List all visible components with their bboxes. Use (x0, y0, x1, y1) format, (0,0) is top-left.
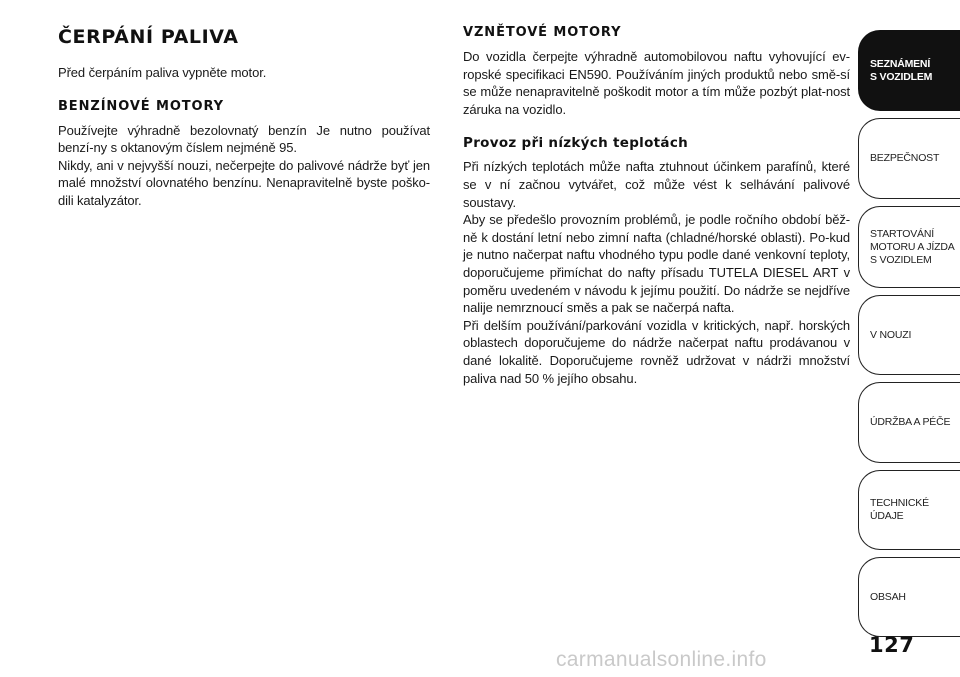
tab-startovani-motoru[interactable] (858, 206, 960, 288)
tab-seznameni-s-vozidlem[interactable] (858, 30, 960, 111)
petrol-engines-heading: BENZÍNOVÉ MOTORY (58, 98, 225, 114)
tab-label: ÚDRŽBA A PÉČE (870, 416, 951, 428)
watermark-text: carmanualsonline.info (556, 648, 767, 671)
petrol-warning-text: Nikdy, ani v nejvyšší nouzi, nečerpejte do palivové nádrže byť jen malé množství olovnatého benzínu. Nenapravitelně byste poško-dili katalyzátor. (58, 157, 430, 208)
tab-v-nouzi[interactable] (858, 295, 960, 375)
intro-text: Před čerpáním paliva vypněte motor. (58, 65, 267, 80)
tab-udrzba-a-pece[interactable] (858, 382, 960, 463)
low-temperature-para-3: Při delším používání/parkování vozidla v kritických, např. horských oblastech doporučujeme do nádrže načerpat naftu prodávanou v dané lokalitě. Doporučujeme rovněž udržovat v nádrži množství paliva nad 50 % jejího obsahu. (463, 317, 850, 386)
right-column (463, 24, 850, 387)
diesel-engines-heading: VZNĚTOVÉ MOTORY (463, 25, 622, 40)
petrol-engines-text: Používejte výhradně bezolovnatý benzín Je nutno používat benzí-ny s oktanovým číslem nejméně 95. (58, 122, 430, 156)
chapter-tabs (858, 30, 960, 644)
tab-label: BEZPEČNOST (870, 152, 940, 164)
tab-technicke-udaje[interactable] (858, 470, 960, 550)
diesel-engines-text: Do vozidla čerpejte výhradně automobilovou naftu vyhovující ev-ropské specifikaci EN590. Používáním jiných produktů nebo smě-sí se může nenapravitelně poškodit motor a tím může pozbýt plat-nost záruka na vozidlo. (463, 49, 850, 117)
low-temperature-para-2: Aby se předešlo provozním problémů, je podle ročního období běž-ně k dostání letní nebo zimní nafta (chladné/horské oblasti). Po-kud je nutno načerpat naftu vhodného typu podle dané venkovní teploty, doporučujeme přimíchat do nafty přísadu TUTELA DIESEL ART v poměru uvedeném v návodu k jejímu použití. Do nádrže se nejdříve nalije nemrznoucí směs a pak se načerpá nafta. (463, 212, 850, 316)
low-temperature-para-1: Při nízkých teplotách může nafta ztuhnout účinkem parafínů, které se v ní začnou vytvářet, což může vést k selhávání palivové soustavy. (463, 159, 850, 210)
tab-bezpecnost[interactable] (858, 118, 960, 199)
low-temperature-heading: Provoz při nízkých teplotách (463, 135, 689, 152)
tab-label: STARTOVÁNÍ MOTORU A JÍZDA S VOZIDLEM (870, 227, 955, 266)
page-number: 127 (869, 633, 915, 657)
tab-label: SEZNÁMENÍ S VOZIDLEM (870, 57, 933, 83)
tab-obsah[interactable] (858, 557, 960, 637)
tab-label: TECHNICKÉ ÚDAJE (870, 497, 929, 522)
left-column (58, 24, 430, 210)
page-title: ČERPÁNÍ PALIVA (58, 26, 239, 48)
tab-label: V NOUZI (870, 328, 912, 341)
tab-label: OBSAH (870, 590, 906, 603)
